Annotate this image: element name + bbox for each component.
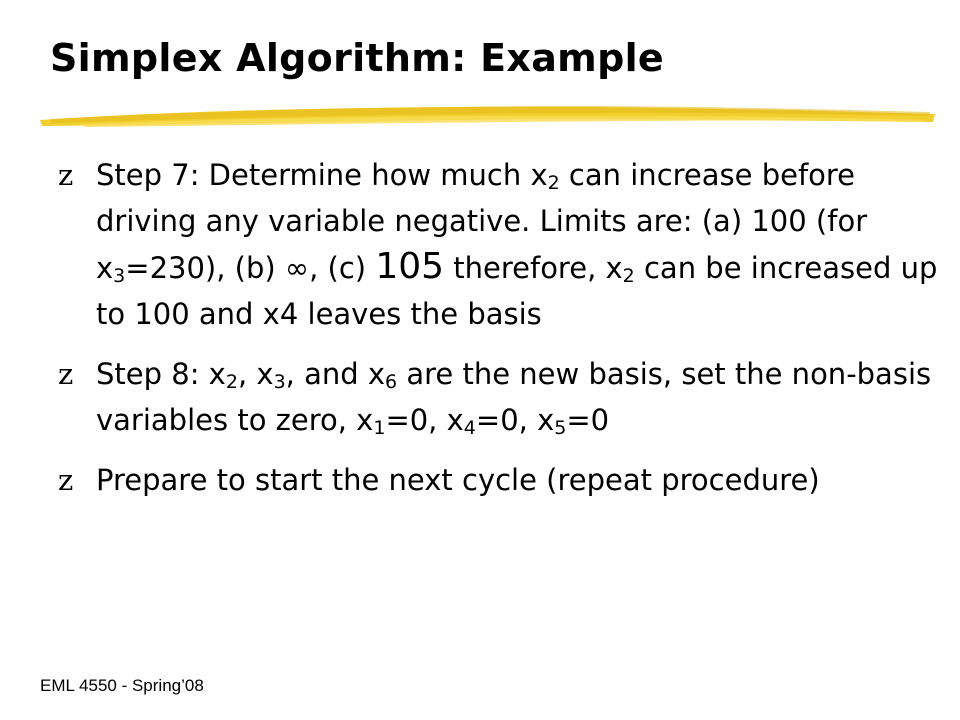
- bullet-list: [58, 152, 938, 517]
- title-highlight-underline: [40, 98, 935, 134]
- bullet-marker: z: [58, 357, 74, 391]
- bullet-text: Prepare to start the next cycle (repeat procedure): [96, 463, 820, 497]
- bullet-next-cycle: [58, 457, 938, 503]
- bullet-step-7: [58, 152, 938, 337]
- slide-title: Simplex Algorithm: Example: [50, 36, 664, 80]
- bullet-marker: z: [58, 158, 74, 192]
- infinity-symbol: ∞: [284, 251, 310, 285]
- bullet-marker: z: [58, 463, 74, 497]
- bullet-text: Step 7: Determine how much $x_2$ can increase before driving any variable negative. Limits are: (a) 100 (for $x_3=230$), (b) ∞, (c) 105 therefore, $x_2$ can be increased up to 100 and x4 leaves the basis: [96, 158, 938, 331]
- bullet-step-8: [58, 351, 938, 443]
- value-105: 105: [375, 246, 445, 287]
- bullet-text: Step 8: $x_2$, $x_3$, and $x_6$ are the new basis, set the non-basis variables to zero, $x_1=0$, $x_4=0$, $x_5=0$: [96, 357, 932, 439]
- slide-footer: EML 4550 - Spring’08: [40, 676, 204, 695]
